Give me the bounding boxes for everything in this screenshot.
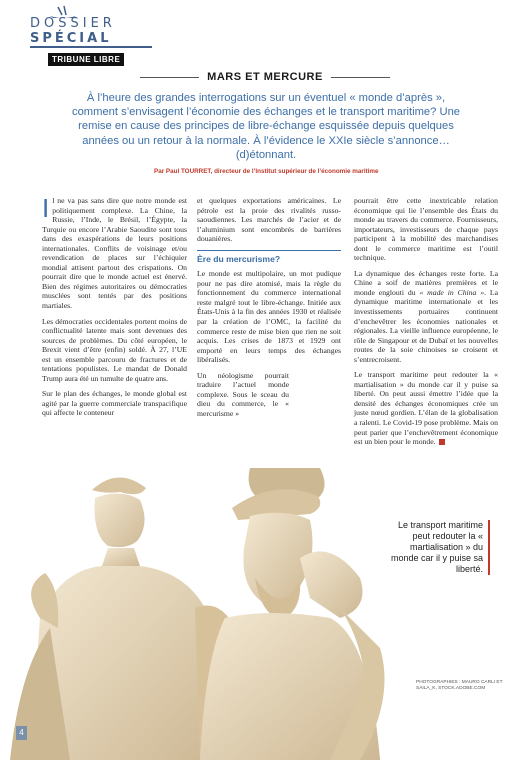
- dossier-special-logo: [30, 4, 124, 60]
- photo-credit: PHOTOGRAPHIES : MAURO CARLI ET SAILA_K, STOCK.ADOBE.COM: [416, 680, 503, 691]
- page-number: 4: [16, 726, 27, 740]
- section-subhead: Ère du mercurisme?: [197, 250, 341, 265]
- section-tag: TRIBUNE LIBRE: [48, 53, 124, 66]
- logo-line-dossier: DOSSIER: [30, 16, 116, 31]
- paragraph: Sur le plan des échanges, le monde global est agité par la guerre commerciale transpacifique qui affecte le conteneur: [42, 389, 187, 418]
- mercury-statue: [10, 477, 235, 760]
- text-column-3: [354, 196, 498, 453]
- title-rule-left: [140, 77, 199, 78]
- article-byline: Par Paul TOURRET, directeur de l’Institut supérieur de l’économie maritime: [154, 168, 379, 175]
- paragraph-text: . La dynamique maritime internationale et les investissements portuaires continuent d’enchevêtrer les économies nationales et régionales. La vieille influence européenne, le rôle de Singapour et de Dubaï et les nouvelles routes de la soie chinoises se croisent et s’entrecroisent.: [354, 287, 499, 364]
- dropcap: I: [42, 193, 50, 223]
- title-rule-right: [331, 77, 390, 78]
- paragraph: [354, 269, 498, 364]
- article-intro: À l’heure des grandes interrogations sur un éventuel « monde d’après », comment s’envisagent l’économie des échanges et le transport maritime? Une remise en cause des principes de libre-échange esquissée depuis quelques années ou un retour à la normale. À l’évidence le XXIe siècle s’annonce… (d)étonnant.: [71, 92, 461, 161]
- paragraph: Les démocraties occidentales portent moins de conflictualité latente mais sont devenues des sources de problèmes. Du côté européen, le Brexit vient d’être (enfin) soldé. À 27, l’UE est un ensemble parcouru de fractures et de tentations populistes. Le mandat de Donald Trump aura été un tumulte de quatre ans.: [42, 316, 187, 383]
- logo-underline: [30, 46, 152, 48]
- paragraph-text: l ne va pas sans dire que notre monde est politiquement complexe. La Chine, la Russie, l’Inde, le Brésil, l’Égypte, la Turquie ou encore l’Arabie Saoudite sont tous dans des exaspérations de leurs positions internationales. Conflits de voisinage et/ou revendication de places sur l’échiquier mondial attisent partout des crispations. On pourrait dire que le monde actuel est énervé. Bien des régimes autoritaires ou démocraties musclées sont tentés par des positions martiales.: [42, 196, 187, 311]
- paragraph: [354, 370, 498, 446]
- end-of-article-mark: [439, 439, 445, 445]
- article-title: MARS ET MERCURE: [207, 71, 323, 83]
- pull-quote: Le transport maritime peut redouter la « martialisation » du monde car il y puise sa liberté.: [390, 520, 490, 575]
- text-column-2: [197, 196, 341, 424]
- mars-statue: [200, 468, 385, 760]
- text-column-1: [42, 193, 187, 424]
- paragraph: et quelques exportations américaines. Le pétrole est la proie des rivalités russo-saoudiennes. Les marchés de l’acier et de l’aluminium sont encombrés de barrières douanières.: [197, 196, 341, 244]
- statue-illustration: [0, 468, 530, 760]
- paragraph: Un néologisme pourrait traduire l’actuel monde complexe. Sous le sceau du dieu du commerce, le « mercurisme »: [197, 370, 289, 418]
- paragraph-text: La dynamique des échanges reste forte. La Chine a soif de matières premières et le monde englouti du: [354, 268, 498, 297]
- paragraph: [42, 193, 187, 311]
- paragraph: Le monde est multipolaire, un mot pudique pour ne pas dire atomisé, mais la règle du fonctionnement du commerce international reste malgré tout le libre-échange. Initiée aux États-Unis à la fin des années 1930 et réalisée par la création de l’OMC, la facilité du commerce reste de mise bien que rien ne soit acquis. Les crises de 1873 et 1929 ont emporté en leurs temps des échanges libéralisés.: [197, 269, 341, 365]
- paragraph: pourrait être cette inextricable relation économique qui lie l’ensemble des États du monde au travers du commerce. Fournisseurs, importateurs, investisseurs de chaque pays participent à la mobilité des marchandises dont le commerce maritime est l’outil technique.: [354, 196, 498, 263]
- logo-line-special: SPÉCIAL: [30, 31, 112, 46]
- title-row: [140, 70, 390, 84]
- paragraph-text: Le transport maritime peut redouter la « martialisation » du monde car il y puise sa liberté. On peut aussi émettre l’idée que la densité des échanges économiques crée un juste nœud gordien. L’élan de la globalisation a ralenti. Le Covid-19 pose problème. Mais on peut parier que l’enchevêtrement économique est un bien pour le monde.: [354, 370, 498, 447]
- italic-phrase: « made in China »: [419, 287, 485, 297]
